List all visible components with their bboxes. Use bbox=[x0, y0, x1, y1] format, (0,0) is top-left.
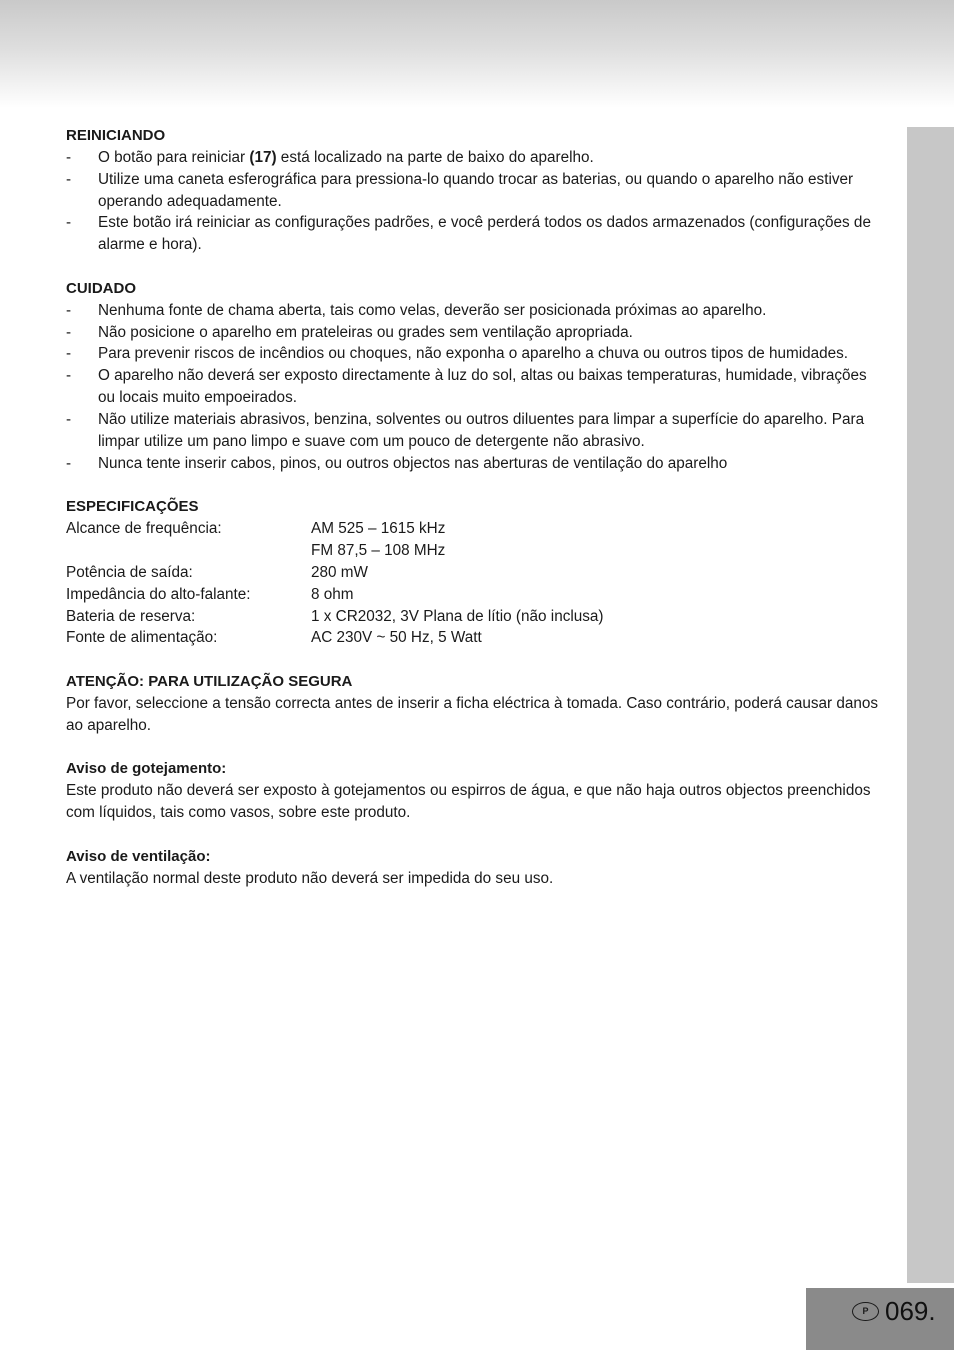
caution-section bbox=[66, 278, 886, 475]
spec-row bbox=[66, 584, 886, 606]
spec-row bbox=[66, 606, 886, 628]
page-number: 069. bbox=[885, 1296, 936, 1326]
caution-heading: CUIDADO bbox=[66, 279, 136, 297]
language-badge-icon: P bbox=[852, 1302, 879, 1321]
reset-list bbox=[66, 147, 886, 256]
list-item: - Para prevenir riscos de incêndios ou choques, não exponha o aparelho a chuva ou outros tipos de humidades. bbox=[66, 343, 886, 365]
list-item bbox=[66, 147, 886, 169]
spec-label: Fonte de alimentação: bbox=[66, 629, 218, 647]
drip-section bbox=[66, 758, 886, 824]
spec-label: Alcance de frequência: bbox=[66, 520, 222, 538]
safety-section bbox=[66, 671, 886, 737]
reset-section bbox=[66, 125, 886, 256]
spec-value: 1 x CR2032, 3V Plana de lítio (não inclusa) bbox=[311, 607, 604, 625]
reset-item-text: está localizado na parte de baixo do aparelho. bbox=[276, 148, 594, 166]
spec-row bbox=[66, 540, 886, 562]
specs-heading: ESPECIFICAÇÕES bbox=[66, 498, 199, 516]
reset-heading: REINICIANDO bbox=[66, 127, 166, 144]
specs-section bbox=[66, 496, 886, 649]
spec-row bbox=[66, 518, 886, 540]
list-item: - O aparelho não deverá ser exposto directamente à luz do sol, altas ou baixas temperaturas, humidade, vibrações ou locais muito empoeirados. bbox=[66, 365, 886, 409]
ventilation-section bbox=[66, 846, 886, 890]
list-item: - Não posicione o aparelho em prateleiras ou grades sem ventilação apropriada. bbox=[66, 322, 886, 344]
spec-label bbox=[66, 540, 311, 562]
header-gradient-band bbox=[0, 0, 954, 108]
spec-label: Potência de saída: bbox=[66, 563, 193, 581]
ventilation-text: A ventilação normal deste produto não deverá ser impedida do seu uso. bbox=[66, 869, 554, 887]
safety-text: Por favor, seleccione a tensão correcta antes de inserir a ficha eléctrica à tomada. Caso contrário, poderá causar danos ao aparelho. bbox=[66, 694, 879, 734]
caution-list bbox=[66, 300, 886, 475]
list-item: - Nunca tente inserir cabos, pinos, ou outros objectos nas aberturas de ventilação do aparelho bbox=[66, 453, 886, 475]
reset-item-text: O botão para reiniciar bbox=[98, 148, 250, 166]
spec-value: 8 ohm bbox=[311, 585, 354, 603]
spec-row bbox=[66, 562, 886, 584]
spec-value: AM 525 – 1615 kHz bbox=[311, 520, 446, 538]
spec-label: Bateria de reserva: bbox=[66, 607, 196, 625]
safety-heading: ATENÇÃO: PARA UTILIZAÇÃO SEGURA bbox=[66, 673, 353, 691]
list-item: - Não utilize materiais abrasivos, benzina, solventes ou outros diluentes para limpar a superfície do aparelho. Para limpar utilize um pano limpo e suave com um pouco de detergente não abrasivo. bbox=[66, 409, 886, 453]
spec-value: 280 mW bbox=[311, 563, 368, 581]
drip-heading: Aviso de gotejamento: bbox=[66, 760, 227, 778]
list-item: - Utilize uma caneta esferográfica para pressiona-lo quando trocar as baterias, ou quando o aparelho não estiver operando adequadamente. bbox=[66, 169, 886, 213]
list-item: - Nenhuma fonte de chama aberta, tais como velas, deverão ser posicionada próximas ao aparelho. bbox=[66, 300, 886, 322]
spec-row bbox=[66, 627, 886, 649]
page-content bbox=[66, 125, 886, 911]
drip-text: Este produto não deverá ser exposto à gotejamentos ou espirros de água, e que não haja outros objectos preenchidos com líquidos, tais como vasos, sobre este produto. bbox=[66, 782, 871, 822]
spec-value: AC 230V ~ 50 Hz, 5 Watt bbox=[311, 629, 482, 647]
list-item: - Este botão irá reiniciar as configurações padrões, e você perderá todos os dados armazenados (configurações de alarme e hora). bbox=[66, 212, 886, 256]
side-tab-strip bbox=[907, 127, 954, 1283]
spec-value: FM 87,5 – 108 MHz bbox=[311, 542, 446, 560]
spec-label: Impedância do alto-falante: bbox=[66, 585, 251, 603]
reset-button-ref: (17) bbox=[249, 148, 277, 166]
ventilation-heading: Aviso de ventilação: bbox=[66, 847, 211, 865]
